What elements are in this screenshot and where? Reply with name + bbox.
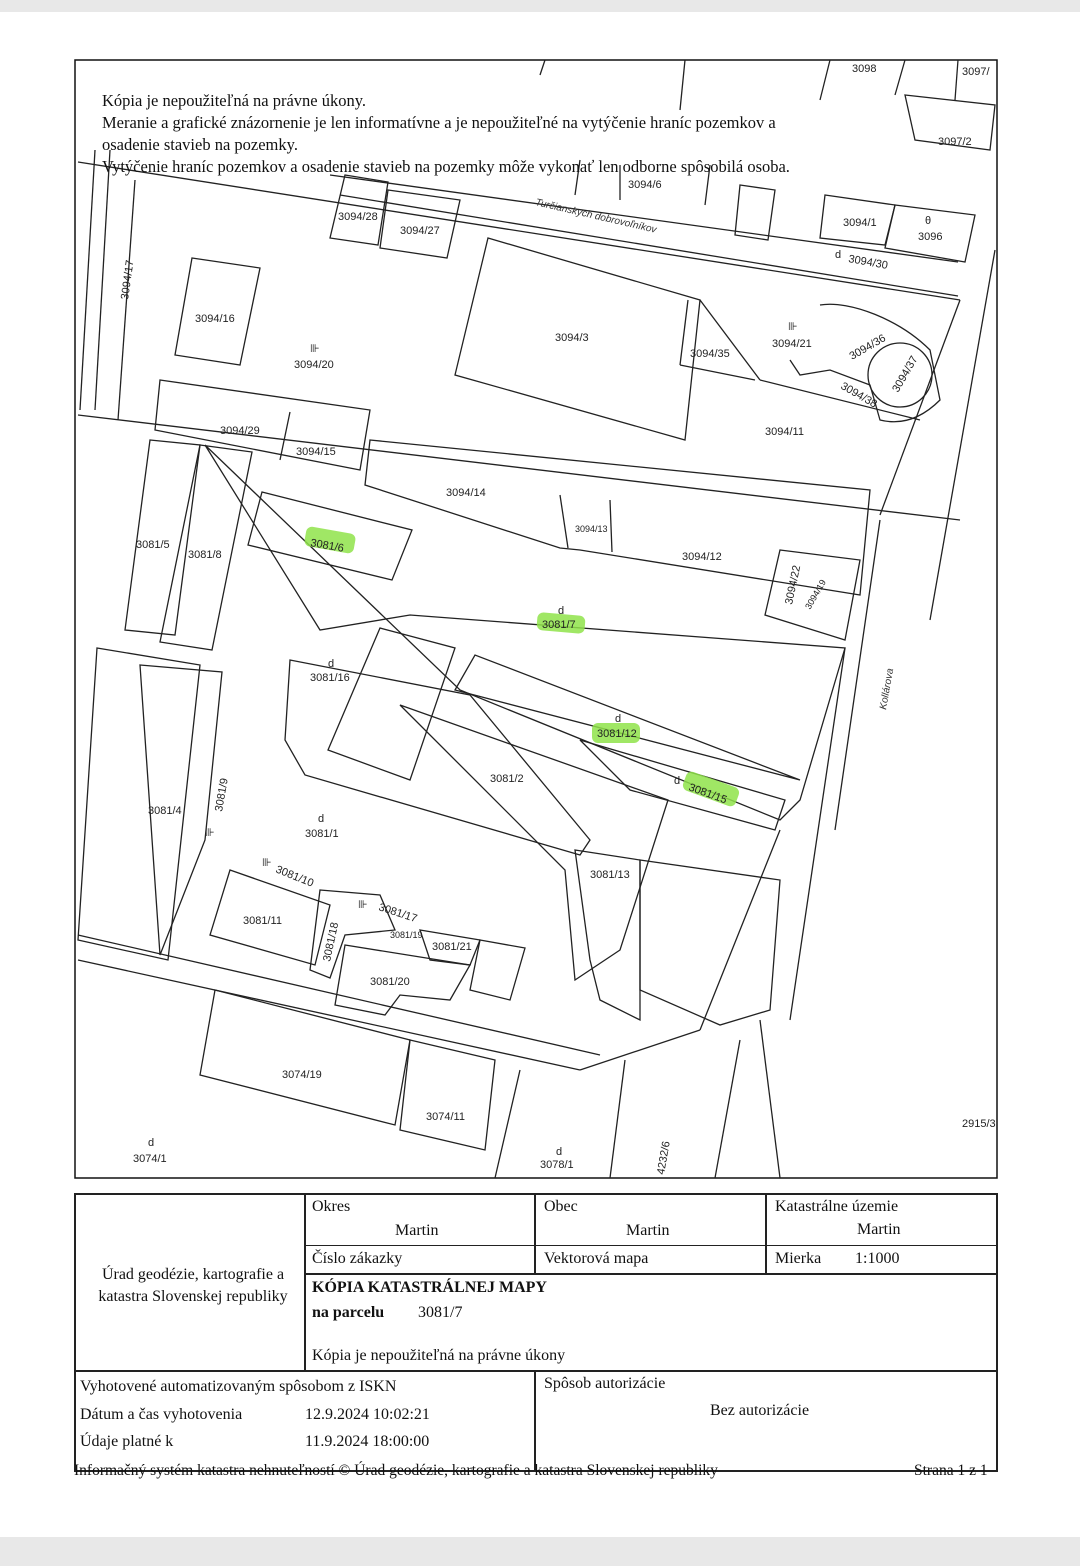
mark-theta: θ (925, 215, 932, 227)
map-notice (102, 90, 790, 178)
ku-value: Martin (857, 1221, 901, 1238)
label-3094-12: 3094/12 (682, 551, 722, 563)
label-3081-11: 3081/11 (243, 915, 282, 927)
label-3081-21: 3081/21 (432, 941, 472, 953)
label-3081-1: 3081/1 (305, 828, 339, 840)
label-3081-18: 3081/18 (321, 921, 342, 963)
label-3094-11: 3094/11 (765, 426, 804, 438)
date-value: 12.9.2024 10:02:21 (305, 1406, 430, 1423)
valid-label: Údaje platné k (80, 1433, 174, 1450)
valid-value: 11.9.2024 18:00:00 (305, 1433, 430, 1450)
label-3074-19: 3074/19 (282, 1069, 322, 1081)
ku-label: Katastrálne územie (775, 1198, 899, 1215)
mark-pasture-3081-10: ⊪ (262, 857, 272, 869)
street-turcianskych: Turčianskych dobrovoľníkov (534, 197, 658, 236)
mark-d-3081-7: d (558, 605, 565, 617)
parcel-value: 3081/7 (418, 1304, 463, 1321)
mark-pasture-3094-20: ⊪ (310, 343, 320, 355)
mark-d-3078-1: d (556, 1146, 563, 1158)
label-3094-21: 3094/21 (772, 338, 812, 350)
mark-d-3074-1: d (148, 1137, 155, 1149)
label-3094-29: 3094/29 (220, 425, 260, 437)
label-3094-30: 3094/30 (847, 253, 889, 272)
office-name: Úrad geodézie, kartografie a katastra Slovenskej republiky (98, 1266, 288, 1305)
label-3094-36: 3094/36 (847, 332, 888, 363)
mark-d-3081-16: d (328, 658, 335, 670)
mark-pasture-3081-17: ⊪ (358, 899, 368, 911)
label-3081-16: 3081/16 (310, 672, 350, 684)
label-3081-12: 3081/12 (597, 728, 637, 740)
label-3074-1: 3074/1 (133, 1153, 167, 1165)
footer-copyright: Informačný systém katastra nehnuteľností © Úrad geodézie, kartografie a katastra Slovenskej republiky (74, 1462, 718, 1479)
cadastral-map (0, 12, 1080, 1537)
label-3094-13: 3094/13 (575, 524, 608, 534)
mark-pasture-3094-21: ⊪ (788, 321, 798, 333)
label-3081-20: 3081/20 (370, 976, 410, 988)
label-3094-15: 3094/15 (296, 446, 336, 458)
label-3094-16: 3094/16 (195, 313, 235, 325)
mark-d-3081-12: d (615, 713, 622, 725)
mark-d-3081-1: d (318, 813, 325, 825)
label-3081-17: 3081/17 (377, 901, 419, 926)
scale-value: 1:1000 (855, 1250, 900, 1267)
notice-line-3: osadenie stavieb na pozemky. (102, 135, 298, 154)
notice-line-4: Vytýčenie hraníc pozemkov a osadenie stavieb na pozemky môže vykonať len odborne spôsobilá osoba. (102, 157, 790, 176)
document-title: KÓPIA KATASTRÁLNEJ MAPY (312, 1279, 547, 1296)
label-3081-6: 3081/6 (309, 537, 345, 555)
obec-value: Martin (626, 1222, 670, 1239)
label-3094-27: 3094/27 (400, 225, 440, 237)
label-3096: 3096 (918, 231, 943, 243)
label-3074-11: 3074/11 (426, 1111, 465, 1123)
auth-value: Bez autorizácie (710, 1402, 810, 1419)
order-label: Číslo zákazky (312, 1250, 403, 1267)
okres-value: Martin (395, 1222, 439, 1239)
label-3081-10: 3081/10 (273, 863, 316, 890)
map-type: Vektorová mapa (544, 1250, 649, 1267)
label-3078-1: 3078/1 (540, 1159, 574, 1171)
label-3094-20: 3094/20 (294, 359, 334, 371)
page-number: Strana 1 z 1 (914, 1462, 988, 1479)
label-3094-38: 3094/38 (838, 380, 879, 411)
label-3094-1: 3094/1 (843, 217, 877, 229)
label-3094-3: 3094/3 (555, 332, 589, 344)
notice-line-1: Kópia je nepoužiteľná na právne úkony. (102, 91, 367, 110)
date-label: Dátum a čas vyhotovenia (80, 1406, 243, 1423)
label-3081-7: 3081/7 (542, 619, 576, 631)
label-3097-2: 3097/2 (938, 136, 972, 148)
label-3081-15: 3081/15 (686, 781, 729, 807)
generated-note: Vyhotovené automatizovaným spôsobom z ISKN (80, 1378, 397, 1395)
obec-label: Obec (544, 1198, 578, 1215)
label-3098: 3098 (852, 63, 877, 75)
label-2915-3: 2915/3 (962, 1118, 996, 1130)
label-3081-8: 3081/8 (188, 549, 222, 561)
label-3094-22: 3094/22 (783, 564, 804, 606)
copy-note: Kópia je nepoužiteľná na právne úkony (312, 1347, 566, 1364)
cadastral-sheet (0, 12, 1080, 1537)
label-3094-19: 3094/19 (803, 577, 829, 611)
auth-label: Spôsob autorizácie (544, 1375, 666, 1392)
label-4232-6: 4232/6 (655, 1140, 673, 1176)
label-3081-9: 3081/9 (213, 777, 231, 813)
mark-pasture-3081-9: ⊪ (205, 827, 215, 839)
label-3081-13: 3081/13 (590, 869, 630, 881)
label-3094-17: 3094/17 (119, 259, 137, 301)
parcel-label: na parcelu (312, 1304, 385, 1321)
label-3094-6: 3094/6 (628, 179, 662, 191)
label-3097: 3097/ (962, 66, 990, 78)
label-3094-28: 3094/28 (338, 211, 378, 223)
street-kollarova: Kollárova (878, 667, 897, 711)
notice-line-2: Meranie a grafické znázornenie je len informatívne a je nepoužiteľné na vytýčenie hraníc pozemkov a (102, 113, 776, 132)
label-3094-35: 3094/35 (690, 348, 730, 360)
label-3081-5: 3081/5 (136, 539, 170, 551)
mark-d-3081-15: d (674, 775, 681, 787)
okres-label: Okres (312, 1198, 351, 1215)
label-3094-14: 3094/14 (446, 487, 486, 499)
label-3081-19: 3081/19 (390, 930, 423, 940)
mark-d-3094-30: d (835, 249, 842, 261)
label-3094-37: 3094/37 (890, 354, 921, 395)
label-3081-4: 3081/4 (148, 805, 182, 817)
label-3081-2: 3081/2 (490, 773, 524, 785)
scale-label: Mierka (775, 1250, 822, 1267)
